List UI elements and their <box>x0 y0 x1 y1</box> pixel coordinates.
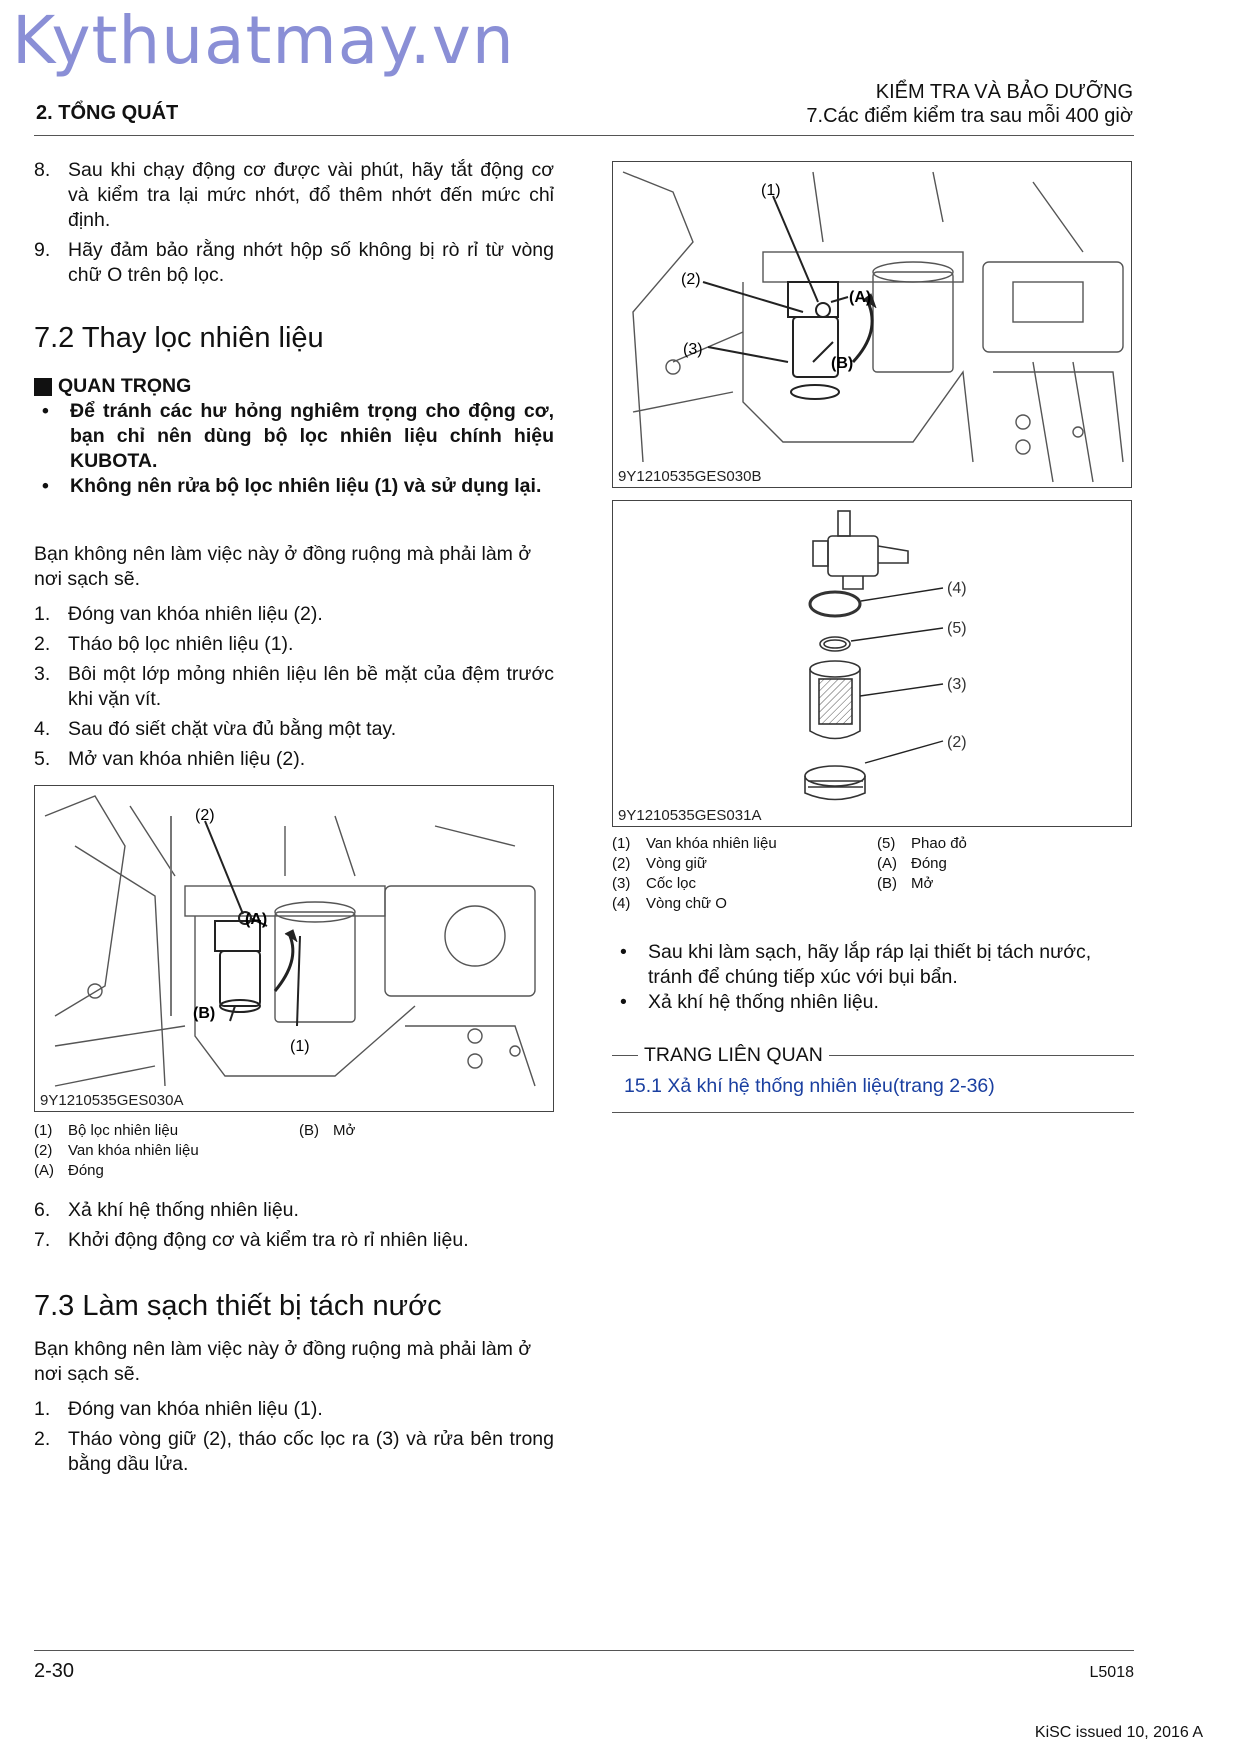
callout-1: (1) <box>761 182 781 199</box>
related-rule-right <box>829 1055 1134 1056</box>
related-rule-bottom <box>612 1112 1134 1113</box>
callout-4: (4) <box>947 580 967 597</box>
list-item: 2. Tháo vòng giữ (2), tháo cốc lọc ra (3) và rửa bên trong bằng dầu lửa. <box>34 1428 554 1475</box>
figure-legend <box>612 834 1132 914</box>
legend-item: (1) Bộ lọc nhiên liệu <box>34 1122 179 1139</box>
related-rule-left <box>612 1055 638 1056</box>
related-title: TRANG LIÊN QUAN <box>644 1044 823 1066</box>
section-73-body <box>34 1337 554 1482</box>
list-item: 8. Sau khi chạy động cơ được vài phút, hãy tắt động cơ và kiểm tra lại mức nhớt, đổ thêm nhớt đến mức chỉ định. <box>34 159 554 231</box>
related-link[interactable]: 15.1 Xả khí hệ thống nhiên liệu(trang 2-36) <box>624 1075 995 1097</box>
list-item: 6. Xả khí hệ thống nhiên liệu. <box>34 1199 299 1221</box>
section-72-title: 7.2 Thay lọc nhiên liệu <box>34 322 324 354</box>
list-item: 9. Hãy đảm bảo rằng nhớt hộp số không bị rò rỉ từ vòng chữ O trên bộ lọc. <box>34 239 554 286</box>
water-separator-figure <box>612 161 1132 488</box>
issued-note: KiSC issued 10, 2016 A <box>1034 1724 1203 1741</box>
figure-code: 9Y1210535GES030A <box>37 1092 186 1109</box>
section-72-body <box>34 542 554 777</box>
left-column <box>34 158 554 293</box>
list-item: 2. Tháo bộ lọc nhiên liệu (1). <box>34 633 294 655</box>
intro-paragraph: Bạn không nên làm việc này ở đồng ruộng mà phải làm ở nơi sạch sẽ. <box>34 543 532 590</box>
square-bullet-icon <box>34 378 52 396</box>
callout-b: (B) <box>193 1005 216 1022</box>
model-code: L5018 <box>1089 1664 1134 1681</box>
legend-item: (2) Vòng giữ <box>612 855 707 872</box>
important-box <box>34 374 554 499</box>
list-item: 4. Sau đó siết chặt vừa đủ bằng một tay. <box>34 718 397 740</box>
figure-code: 9Y1210535GES031A <box>615 807 764 824</box>
page-number: 2-30 <box>34 1660 75 1682</box>
callout-5: (5) <box>947 620 967 637</box>
callout-a: (A) <box>245 911 268 928</box>
footer-rule <box>34 1650 1134 1651</box>
section-header <box>806 80 1133 128</box>
figure-legend <box>34 1121 554 1181</box>
callout-a: (A) <box>849 289 872 306</box>
related-pages <box>612 1044 1134 1113</box>
legend-item: (3) Cốc lọc <box>612 875 697 892</box>
legend-item: (A) Đóng <box>877 855 947 872</box>
callout-3: (3) <box>947 676 967 693</box>
legend-item: (A) Đóng <box>34 1162 104 1179</box>
exploded-view-drawing <box>613 501 1131 826</box>
section-73-title: 7.3 Làm sạch thiết bị tách nước <box>34 1290 442 1322</box>
legend-item: (4) Vòng chữ O <box>612 895 727 912</box>
list-item: 7. Khởi động động cơ và kiểm tra rò rỉ nhiên liệu. <box>34 1229 469 1251</box>
exploded-view-figure <box>612 500 1132 827</box>
header-rule <box>34 135 1134 136</box>
list-item: 1. Đóng van khóa nhiên liệu (2). <box>34 603 323 625</box>
list-item: • Sau khi làm sạch, hãy lắp ráp lại thiết bị tách nước, tránh để chúng tiếp xúc với bụi bẩn. <box>620 941 1092 988</box>
callout-b: (B) <box>831 355 854 372</box>
legend-item: (B) Mở <box>877 875 934 892</box>
legend-item: (1) Van khóa nhiên liệu <box>612 835 777 852</box>
legend-item: (5) Phao đỏ <box>877 835 967 852</box>
fuel-filter-drawing <box>35 786 553 1111</box>
callout-2: (2) <box>195 807 215 824</box>
callout-1: (1) <box>290 1038 310 1055</box>
list-item: 3. Bôi một lớp mỏng nhiên liệu lên bề mặt của đệm trước khi vặn vít. <box>34 663 554 710</box>
important-title: QUAN TRỌNG <box>34 374 554 399</box>
callout-2: (2) <box>947 734 967 751</box>
callout-2: (2) <box>681 271 701 288</box>
list-item: 1. Đóng van khóa nhiên liệu (1). <box>34 1398 323 1420</box>
legend-item: (B) Mở <box>299 1122 356 1139</box>
steps-after <box>34 1198 554 1258</box>
legend-item: (2) Van khóa nhiên liệu <box>34 1142 199 1159</box>
watermark-logo: Kythuatmay.vn <box>12 2 515 79</box>
water-separator-drawing <box>613 162 1131 487</box>
section-header-line2: 7.Các điểm kiểm tra sau mỗi 400 giờ <box>806 105 1133 127</box>
chapter-title: 2. TỔNG QUÁT <box>36 102 179 124</box>
right-bullets <box>612 940 1134 1015</box>
list-item: • Để tránh các hư hỏng nghiêm trọng cho động cơ, bạn chỉ nên dùng bộ lọc nhiên liệu chính hiệu KUBOTA. <box>42 400 554 472</box>
list-item: • Không nên rửa bộ lọc nhiên liệu (1) và sử dụng lại. <box>42 475 542 497</box>
callout-3: (3) <box>683 341 703 358</box>
intro-paragraph: Bạn không nên làm việc này ở đồng ruộng mà phải làm ở nơi sạch sẽ. <box>34 1338 532 1385</box>
list-item: • Xả khí hệ thống nhiên liệu. <box>620 991 879 1013</box>
list-item: 5. Mở van khóa nhiên liệu (2). <box>34 748 306 770</box>
section-header-line1: KIỂM TRA VÀ BẢO DƯỠNG <box>875 81 1133 103</box>
fuel-filter-figure <box>34 785 554 1112</box>
figure-code: 9Y1210535GES030B <box>615 468 764 485</box>
